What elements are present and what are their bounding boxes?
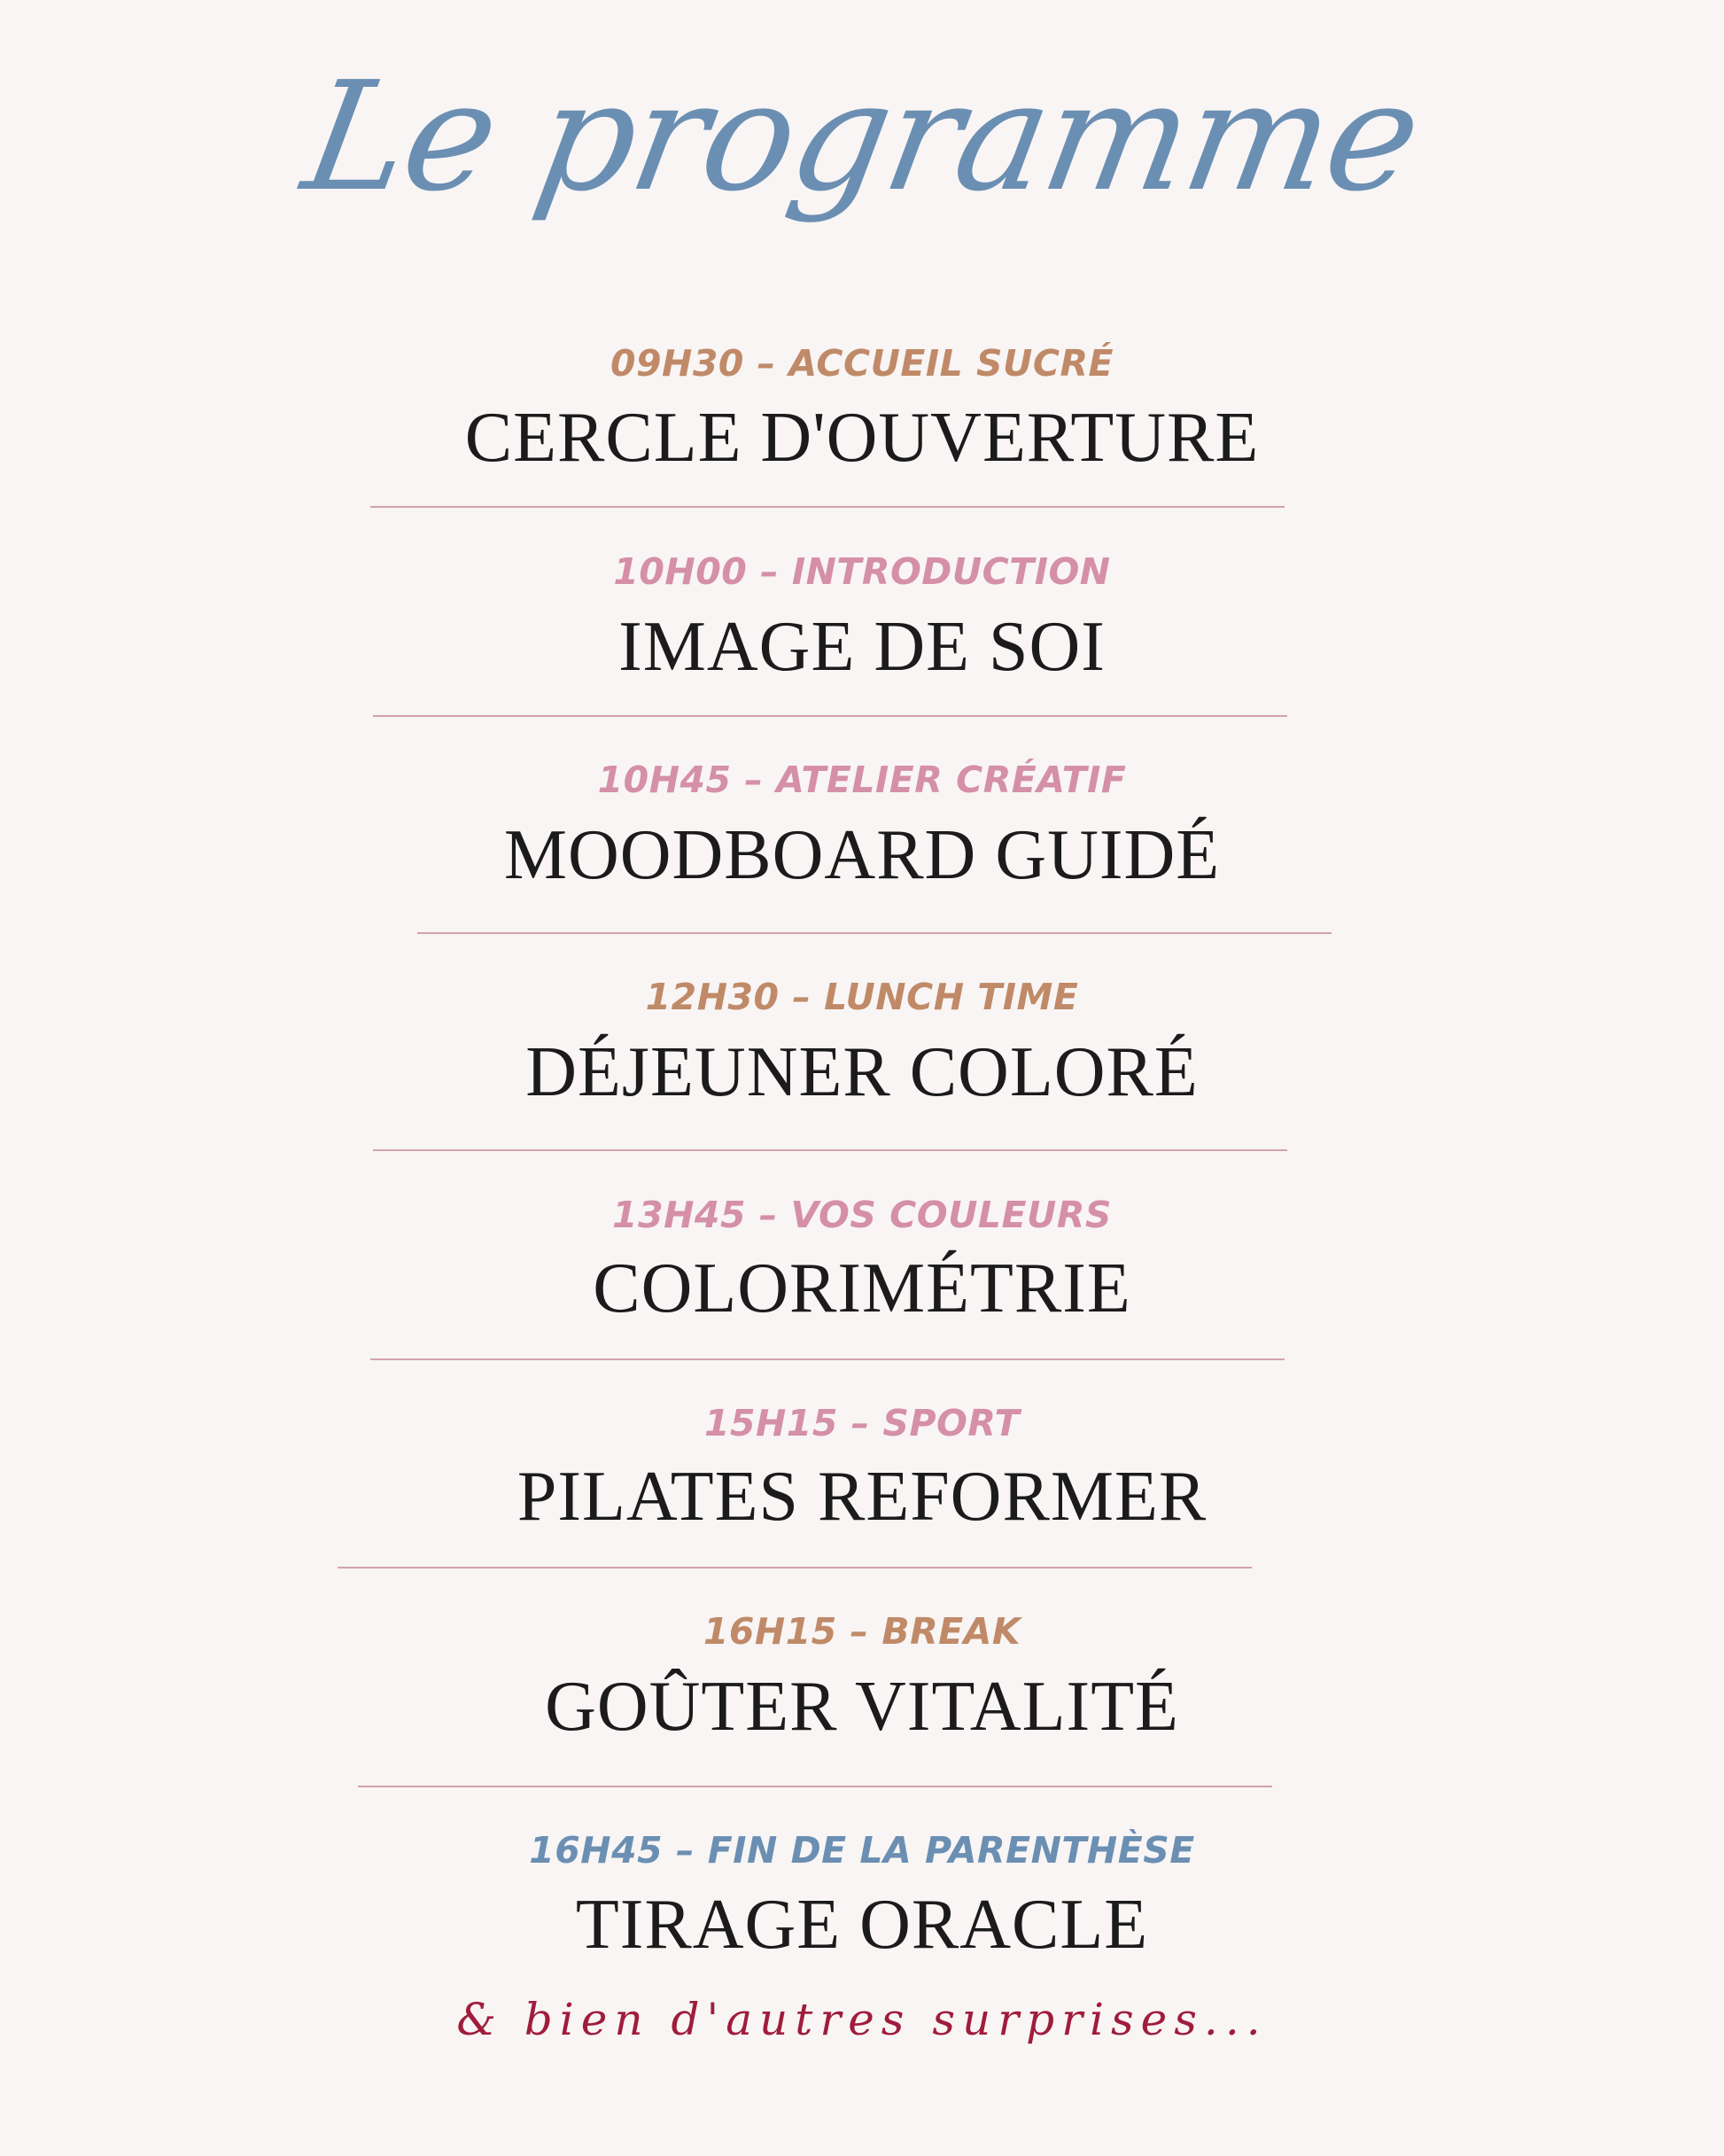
schedule-activity-1: CERCLE D'OUVERTURE bbox=[464, 399, 1260, 477]
divider-1 bbox=[370, 506, 1285, 508]
divider-4 bbox=[373, 1149, 1287, 1151]
schedule-activity-8: TIRAGE ORACLE bbox=[575, 1886, 1149, 1964]
divider-2 bbox=[373, 715, 1287, 717]
schedule-activity-2: IMAGE DE SOI bbox=[618, 608, 1106, 686]
divider-7 bbox=[358, 1786, 1272, 1787]
schedule-time-7: 16H15 – BREAK bbox=[703, 1610, 1021, 1653]
page-title: Le programme bbox=[292, 50, 1432, 225]
divider-6 bbox=[338, 1567, 1252, 1568]
schedule-time-2: 10H00 – INTRODUCTION bbox=[613, 550, 1111, 593]
schedule-activity-6: PILATES REFORMER bbox=[516, 1458, 1208, 1536]
schedule-time-4: 12H30 – LUNCH TIME bbox=[645, 976, 1079, 1018]
schedule-time-1: 09H30 – ACCUEIL SUCRÉ bbox=[610, 342, 1114, 385]
schedule-activity-4: DÉJEUNER COLORÉ bbox=[525, 1033, 1199, 1111]
tagline: & bien d'autres surprises... bbox=[456, 1994, 1268, 2045]
schedule-activity-5: COLORIMÉTRIE bbox=[593, 1249, 1131, 1327]
schedule-time-6: 15H15 – SPORT bbox=[703, 1402, 1021, 1444]
schedule-time-3: 10H45 – ATELIER CRÉATIF bbox=[597, 759, 1127, 801]
schedule-activity-7: GOÛTER VITALITÉ bbox=[545, 1668, 1179, 1746]
divider-5 bbox=[370, 1358, 1285, 1360]
divider-3 bbox=[417, 932, 1332, 934]
schedule-time-8: 16H45 – FIN DE LA PARENTHÈSE bbox=[529, 1829, 1195, 1872]
schedule-time-5: 13H45 – VOS COULEURS bbox=[612, 1194, 1112, 1236]
schedule-activity-3: MOODBOARD GUIDÉ bbox=[503, 816, 1221, 894]
